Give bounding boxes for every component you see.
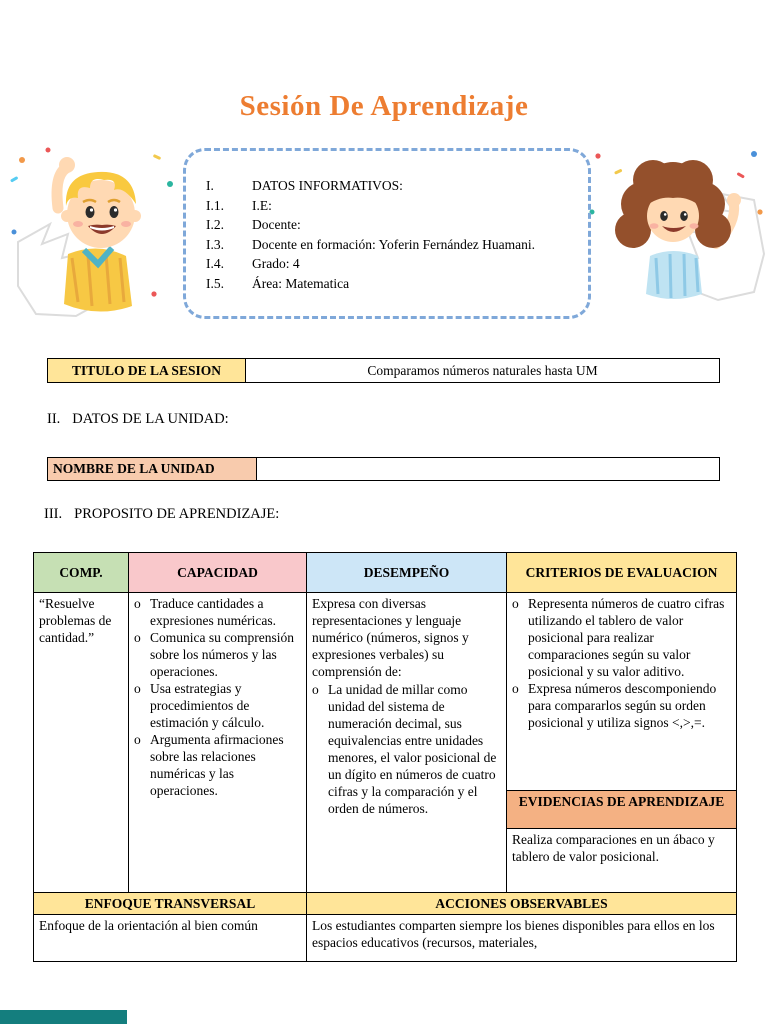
- bullet-marker: o: [512, 596, 519, 611]
- header-criterios: CRITERIOS DE EVALUACION: [507, 553, 737, 593]
- page-title: Sesión De Aprendizaje: [239, 90, 529, 122]
- item-number: I.4.: [206, 256, 224, 271]
- item-number: I.3.: [206, 236, 224, 252]
- enfoque-transversal-header: ENFOQUE TRANSVERSAL: [34, 893, 307, 915]
- bullet-text: La unidad de millar como unidad del sistema de numeración decimal, sus equivalencias entre unidades menores, el valor posicional de un dígito en números de cuatro cifras y la comparación y el orden de números.: [328, 682, 497, 816]
- bullet-item: [312, 681, 501, 817]
- titulo-sesion-value: Comparamos números naturales hasta UM: [367, 362, 598, 378]
- item-text: Grado: 4: [252, 256, 300, 271]
- bullet-item: [134, 680, 301, 731]
- cell-criterios: [507, 593, 737, 791]
- section-label: PROPOSITO DE APRENDIZAJE:: [74, 506, 280, 522]
- item-number: I.2.: [206, 217, 224, 232]
- bullet-marker: o: [134, 596, 141, 611]
- enfoque-transversal-value: Enfoque de la orientación al bien común: [34, 915, 307, 962]
- bullet-text: Argumenta afirmaciones sobre las relaciones numéricas y las operaciones.: [150, 732, 284, 798]
- boy-illustration: [4, 144, 186, 322]
- criterios-list: [512, 595, 731, 731]
- bullet-marker: o: [134, 732, 141, 747]
- cell-capacidad: [129, 593, 307, 893]
- evidencias-value: Realiza comparaciones en un ábaco y tablero de valor posicional.: [507, 829, 737, 893]
- capacidad-list: [134, 595, 301, 799]
- header-capacidad: CAPACIDAD: [129, 553, 307, 593]
- info-item: [206, 274, 580, 294]
- bullet-item: [512, 680, 731, 731]
- enfoque-value-row: [34, 915, 737, 962]
- acciones-observables-header: ACCIONES OBSERVABLES: [307, 893, 737, 915]
- section-number: III.: [44, 506, 63, 522]
- header-desempeno: DESEMPEÑO: [307, 553, 507, 593]
- desempeno-intro: Expresa con diversas representaciones y lenguaje numérico (números, signos y expresiones verbales) su comprensión de:: [312, 596, 469, 679]
- item-number: I.5.: [206, 275, 224, 291]
- info-item: [206, 215, 580, 235]
- info-item: [206, 196, 580, 216]
- item-text: Docente en formación: Yoferin Fernández Huamani.: [252, 236, 536, 252]
- girl-illustration: [578, 142, 768, 306]
- bullet-text: Usa estrategias y procedimientos de estimación y cálculo.: [150, 681, 265, 730]
- cell-competencia: “Resuelve problemas de cantidad.”: [34, 593, 129, 893]
- bullet-text: Representa números de cuatro cifras utilizando el tablero de valor posicional para realizar comparaciones según su valor posicional y su valor aditivo.: [528, 596, 725, 679]
- table-header-row: [34, 553, 737, 593]
- bullet-marker: o: [134, 630, 141, 645]
- table-body-row: [34, 593, 737, 791]
- header-comp: COMP.: [34, 553, 129, 593]
- cell-desempeno: [307, 593, 507, 893]
- item-text: Docente:: [252, 217, 301, 232]
- titulo-sesion-label: TITULO DE LA SESION: [48, 359, 246, 382]
- bullet-marker: o: [134, 681, 141, 696]
- bullet-item: [134, 595, 301, 629]
- acciones-observables-value: Los estudiantes comparten siempre los bienes disponibles para ellos en los espacios educativos (recursos, materiales,: [307, 915, 737, 962]
- page-bottom-strip: [0, 1010, 127, 1024]
- bullet-marker: o: [312, 682, 319, 697]
- bullet-marker: o: [512, 681, 519, 696]
- proposito-table: [33, 552, 737, 962]
- section-heading-proposito: [44, 506, 279, 523]
- enfoque-header-row: [34, 893, 737, 915]
- info-item: [206, 235, 580, 255]
- bullet-text: Comunica su comprensión sobre los números y las operaciones.: [150, 630, 294, 679]
- nombre-unidad-value: [257, 458, 719, 480]
- bullet-item: [134, 731, 301, 799]
- info-item: [206, 176, 580, 196]
- item-text: I.E:: [252, 197, 272, 213]
- bullet-text: Traduce cantidades a expresiones numéricas.: [150, 596, 276, 628]
- bullet-item: [134, 629, 301, 680]
- desempeno-list: [312, 681, 501, 817]
- bullet-item: [512, 595, 731, 680]
- item-text: Área: Matematica: [252, 275, 350, 291]
- bullet-text: Expresa números descomponiendo para compararlos según su orden posicional y utiliza signos <,>,=.: [528, 681, 717, 730]
- titulo-sesion-row: [47, 358, 720, 383]
- datos-informativos-box: [183, 148, 591, 319]
- evidencias-header: EVIDENCIAS DE APRENDIZAJE: [507, 791, 737, 829]
- datos-informativos-list: [206, 176, 580, 293]
- item-text: DATOS INFORMATIVOS:: [252, 178, 403, 193]
- section-number: II.: [47, 411, 61, 427]
- nombre-unidad-row: [47, 457, 720, 481]
- section-heading-datos-unidad: [47, 411, 229, 428]
- section-label: DATOS DE LA UNIDAD:: [72, 411, 229, 427]
- nombre-unidad-label: NOMBRE DE LA UNIDAD: [48, 458, 257, 480]
- info-item: [206, 254, 580, 274]
- item-number: I.: [206, 178, 214, 193]
- item-number: I.1.: [206, 197, 224, 213]
